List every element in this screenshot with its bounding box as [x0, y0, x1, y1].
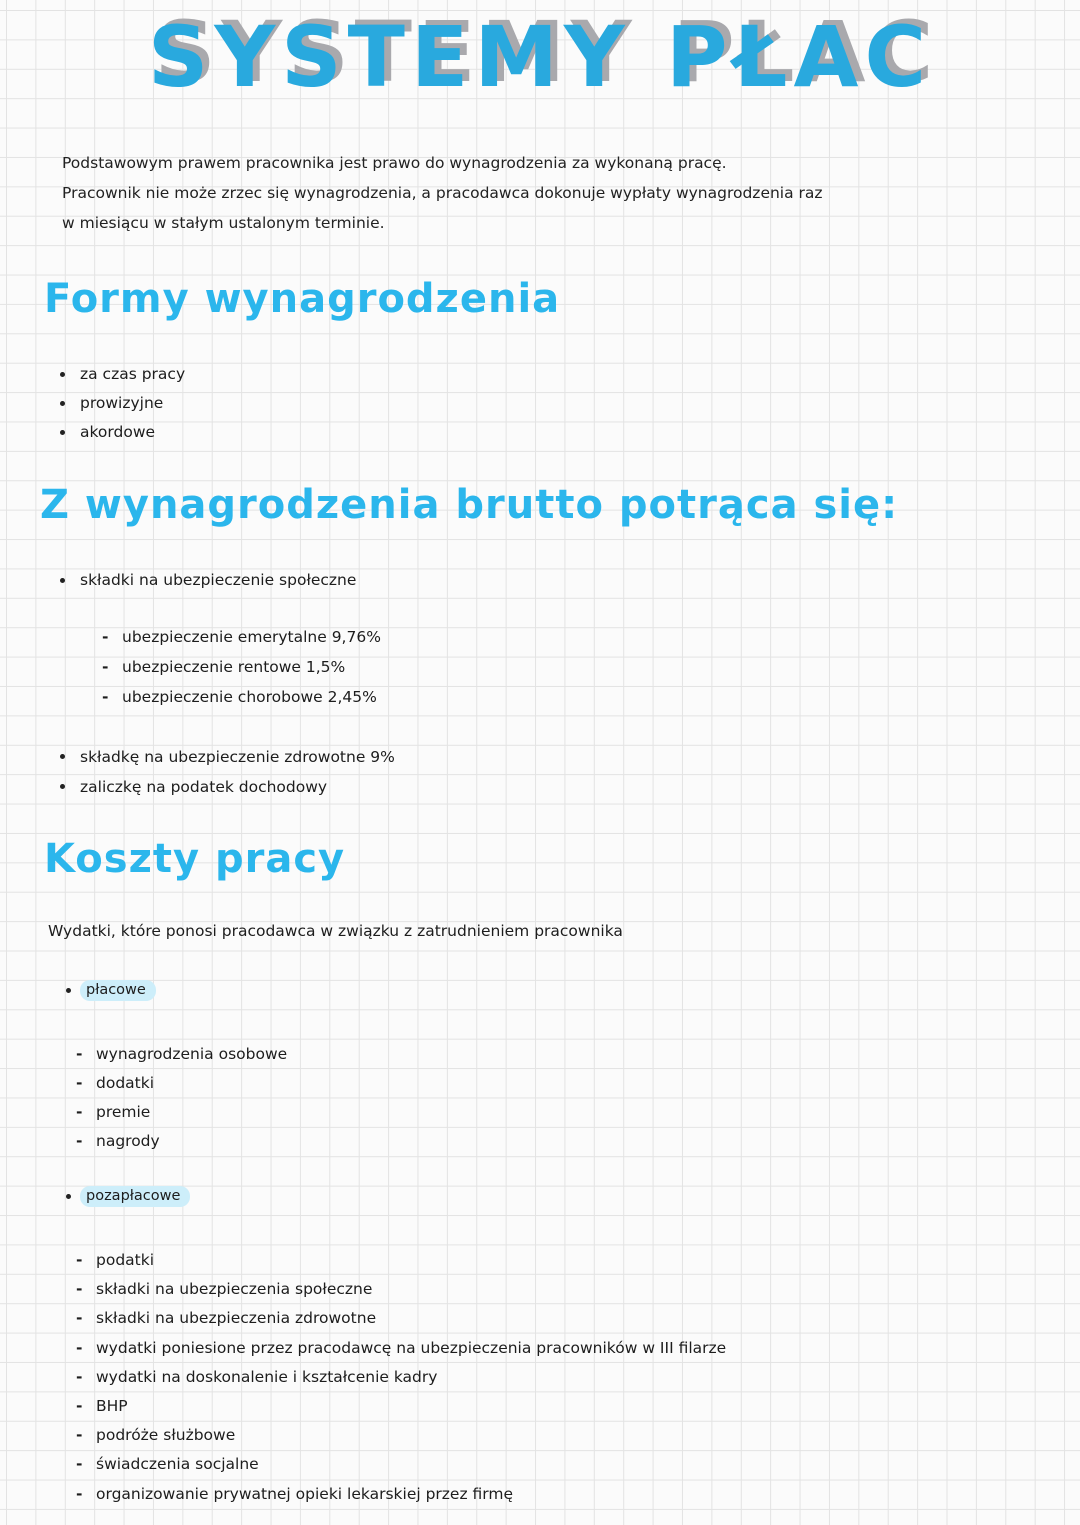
intro-paragraph: [62, 148, 992, 238]
highlight-label: pozapłacowe: [80, 1186, 190, 1207]
list-item: składki na ubezpieczenie społeczne: [58, 566, 356, 595]
intro-line: w miesiącu w stałym ustalonym terminie.: [62, 214, 385, 232]
list-item: - wydatki na doskonalenie i kształcenie kadry: [74, 1363, 726, 1392]
list-item: - wydatki poniesione przez pracodawcę na ubezpieczenia pracowników w III filarze: [74, 1334, 726, 1363]
list-item: - ubezpieczenie emerytalne 9,76%: [100, 622, 381, 652]
list-item: - wynagrodzenia osobowe: [74, 1040, 287, 1069]
list-item: - nagrody: [74, 1127, 287, 1156]
section-heading-forms: Formy wynagrodzenia: [44, 276, 561, 322]
forms-list: [58, 360, 185, 447]
category-nonwage-costs: [62, 1188, 190, 1204]
list-item: akordowe: [58, 418, 185, 447]
list-item: - składki na ubezpieczenia społeczne: [74, 1275, 726, 1304]
highlight-label: płacowe: [80, 980, 156, 1001]
list-item: - składki na ubezpieczenia zdrowotne: [74, 1304, 726, 1333]
page-title: SYSTEMY PŁAC: [147, 8, 933, 106]
list-item: - dodatki: [74, 1069, 287, 1098]
list-item: - podróże służbowe: [74, 1421, 726, 1450]
list-item: - podatki: [74, 1246, 726, 1275]
category-wage-costs: [62, 982, 156, 998]
list-item: - organizowanie prywatnej opieki lekarskiej przez firmę: [74, 1480, 726, 1509]
deductions-list-2: [58, 742, 395, 802]
list-item: - premie: [74, 1098, 287, 1127]
list-item: - ubezpieczenie rentowe 1,5%: [100, 652, 381, 682]
list-item: zaliczkę na podatek dochodowy: [58, 772, 395, 802]
list-item: prowizyjne: [58, 389, 185, 418]
social-insurance-list: [100, 622, 381, 712]
list-item: za czas pracy: [58, 360, 185, 389]
deductions-list: [58, 566, 356, 595]
intro-line: Pracownik nie może zrzec się wynagrodzenia, a pracodawca dokonuje wypłaty wynagrodzenia raz: [62, 184, 823, 202]
intro-line: Podstawowym prawem pracownika jest prawo do wynagrodzenia za wykonaną pracę.: [62, 154, 727, 172]
costs-description: Wydatki, które ponosi pracodawca w związku z zatrudnieniem pracownika: [48, 922, 623, 940]
list-item: składkę na ubezpieczenie zdrowotne 9%: [58, 742, 395, 772]
nonwage-costs-list: [74, 1246, 726, 1509]
section-heading-costs: Koszty pracy: [44, 836, 346, 882]
section-heading-deductions: Z wynagrodzenia brutto potrąca się:: [40, 482, 899, 528]
list-item: - BHP: [74, 1392, 726, 1421]
list-item: - ubezpieczenie chorobowe 2,45%: [100, 682, 381, 712]
wage-costs-list: [74, 1040, 287, 1156]
list-item: - świadczenia socjalne: [74, 1450, 726, 1479]
